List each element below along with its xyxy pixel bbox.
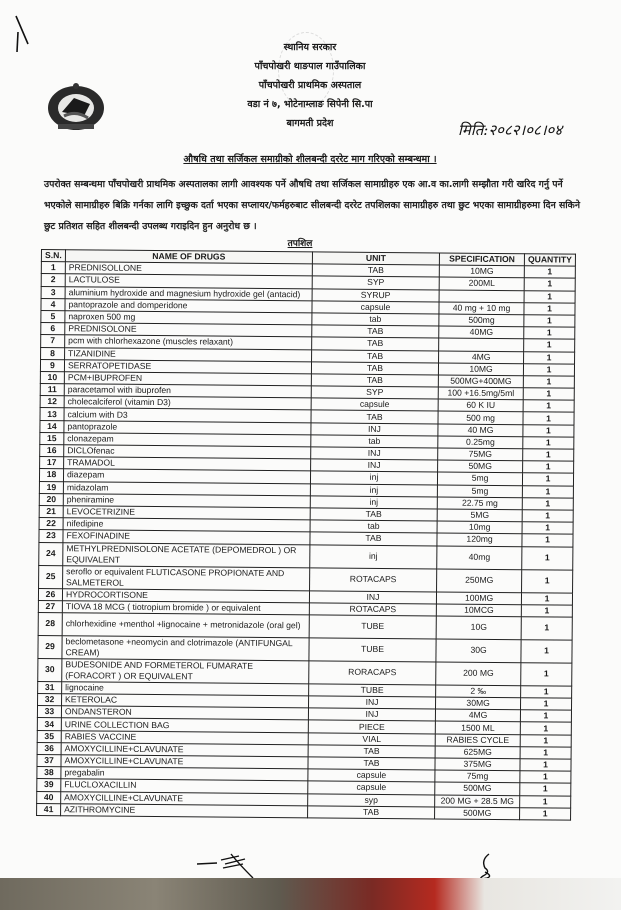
row-specification: 200 MG + 28.5 MG <box>435 795 520 808</box>
row-drug-name: AZITHROMYCINE <box>61 803 308 817</box>
row-drug-name: cholecalciferol (vitamin D3) <box>64 396 311 410</box>
row-drug-name: TIOVA 18 MCG ( tiotropium bromide ) or equivalent <box>62 600 309 614</box>
row-quantity: 1 <box>523 412 574 425</box>
row-drug-name: nifedipine <box>63 518 310 532</box>
row-sn: 39 <box>37 779 61 791</box>
handwritten-mark-icon <box>14 14 32 54</box>
row-unit: TUBE <box>309 638 437 662</box>
row-unit: INJ <box>308 708 435 721</box>
row-drug-name: TRAMADOL <box>64 457 311 471</box>
row-sn: 38 <box>37 767 61 779</box>
body-paragraph: उपरोक्त सम्बन्धमा पाँचपोखरी प्राथमिक अस्पतालका लागी आवश्यक पर्ने औषधि तथा सर्जिकल सामाग्रीहरु एक आ.व का.लागी सम्झौता गरी खरिद गर्नु पर्ने भएकोले सामाग्रीहरु बिक्रि गर्नका लागि इच्छुक दर्ता भएका सप्लायर/फर्महरुबाट सीलबन्दी दररेट तपशिलका सामाग्रीहरु तथा छुट भएका सामाग्रीहरुमा दिन सकिने छुट प्रतिशत सहित शीलबन्दी उपलब्ध गराइदिन हुन अनुरोध छ । <box>44 179 580 232</box>
row-specification: 4MG <box>439 350 524 363</box>
row-unit: capsule <box>311 398 438 411</box>
row-sn: 6 <box>41 323 65 335</box>
row-specification: 50MG <box>438 460 523 473</box>
row-sn: 4 <box>41 298 65 310</box>
row-specification: 500MG <box>435 782 520 795</box>
row-drug-name: clonazepam <box>64 433 311 447</box>
row-sn: 30 <box>38 658 62 681</box>
row-specification: 40mg <box>437 545 522 569</box>
row-quantity: 1 <box>521 604 572 617</box>
header-sn: S.N. <box>41 250 65 262</box>
row-drug-name: URINE COLLECTION BAG <box>61 718 308 732</box>
row-unit: RORACAPS <box>309 661 437 685</box>
row-quantity: 1 <box>523 449 574 462</box>
row-drug-name: beclometasone +neomycin and clotrimazole (ANTIFUNGAL CREAM) <box>62 636 309 661</box>
row-unit: syp <box>307 793 434 806</box>
row-specification: 10MG <box>439 363 524 376</box>
row-drug-name: chlorhexidine +menthol +lignocaine + metronidazole (oral gel) <box>62 613 309 638</box>
row-drug-name: naproxen 500 mg <box>65 311 312 325</box>
row-quantity: 1 <box>523 461 574 474</box>
row-sn: 19 <box>39 481 63 493</box>
row-quantity: 1 <box>524 266 575 279</box>
row-drug-name: LACTULOSE <box>65 274 312 288</box>
row-specification: 75mg <box>435 770 520 783</box>
signature-left-icon <box>195 850 265 880</box>
row-drug-name: PCM+IBUPROFEN <box>64 372 311 386</box>
row-specification: 10mg <box>437 521 522 534</box>
row-sn: 26 <box>38 588 62 600</box>
row-sn: 34 <box>37 718 61 730</box>
row-quantity: 1 <box>520 807 571 820</box>
row-sn: 5 <box>41 310 65 322</box>
row-unit: inj <box>310 483 437 496</box>
row-sn: 20 <box>39 493 63 505</box>
row-drug-name: diazepam <box>63 469 310 483</box>
row-sn: 14 <box>40 420 64 432</box>
schedule-label: तपशिल <box>287 239 313 249</box>
row-unit: PIECE <box>308 720 435 733</box>
row-specification: 200ML <box>439 277 524 290</box>
row-drug-name: PREDNISOLLONE <box>65 262 312 276</box>
background-surface <box>0 878 621 910</box>
row-drug-name: RABIES VACCINE <box>61 730 308 744</box>
row-specification: 500MG <box>435 807 520 820</box>
row-quantity: 1 <box>523 388 574 401</box>
header-quantity: QUANTITY <box>524 254 575 267</box>
row-drug-name: DICLOfenac <box>64 445 311 459</box>
row-sn: 41 <box>37 803 61 815</box>
row-sn: 23 <box>39 530 63 542</box>
row-sn: 7 <box>41 335 65 347</box>
row-drug-name: paracetamol with ibuprofen <box>64 384 311 398</box>
row-sn: 18 <box>39 469 63 481</box>
row-specification: 250MG <box>437 568 522 592</box>
row-sn: 29 <box>38 635 62 658</box>
row-sn: 11 <box>40 384 64 396</box>
government-emblem-icon <box>44 80 108 132</box>
row-sn: 35 <box>37 730 61 742</box>
subject-line: औषधि तथा सर्जिकल समाग्रीको शीलबन्दी दररेट माग गरिएको सम्बन्धमा । <box>183 154 437 165</box>
row-unit: capsule <box>308 769 435 782</box>
row-unit: INJ <box>311 422 438 435</box>
row-unit: inj <box>310 471 437 484</box>
row-specification: 2 ‰ <box>436 685 521 698</box>
row-specification: 10G <box>436 616 521 640</box>
row-unit: INJ <box>309 590 436 603</box>
row-sn: 31 <box>38 681 62 693</box>
row-specification: 10MCG <box>436 604 521 617</box>
row-quantity: 1 <box>524 290 575 303</box>
row-specification: 100MG <box>437 591 522 604</box>
row-quantity: 1 <box>523 376 574 389</box>
row-sn: 36 <box>37 742 61 754</box>
row-quantity: 1 <box>522 569 573 592</box>
row-specification: 0.25mg <box>438 436 523 449</box>
row-quantity: 1 <box>520 710 571 723</box>
row-unit: VIAL <box>308 732 435 745</box>
row-specification: 22.75 mg <box>437 497 522 510</box>
row-specification: 30G <box>436 639 521 663</box>
row-quantity: 1 <box>521 617 572 640</box>
row-sn: 33 <box>37 706 61 718</box>
row-unit: SYP <box>311 386 438 399</box>
row-unit: TAB <box>312 264 439 277</box>
row-quantity: 1 <box>520 771 571 784</box>
row-sn: 37 <box>37 754 61 766</box>
row-unit: inj <box>310 544 438 568</box>
row-unit: TAB <box>311 410 438 423</box>
row-quantity: 1 <box>522 485 573 498</box>
row-unit: TAB <box>311 362 438 375</box>
row-specification: 5mg <box>438 485 523 498</box>
row-drug-name: pantoprazole <box>64 420 311 434</box>
row-drug-name: FLUCLOXACILLIN <box>61 779 308 793</box>
row-sn: 21 <box>39 505 63 517</box>
row-drug-name: BUDESONIDE AND FORMETEROL FUMARATE (FORACORT ) OR EQUIVALENT <box>62 659 309 684</box>
row-drug-name: LEVOCETRIZINE <box>63 506 310 520</box>
row-drug-name: aluminium hydroxide and magnesium hydroxide gel (antacid) <box>65 286 312 300</box>
row-specification: 375MG <box>435 758 520 771</box>
row-drug-name: seroflo or equivalent FLUTICASONE PROPIONATE AND SALMETEROL <box>63 565 310 590</box>
row-unit: TAB <box>308 745 435 758</box>
row-drug-name: HYDROCORTISONE <box>62 588 309 602</box>
row-unit: TAB <box>308 757 435 770</box>
row-quantity: 1 <box>521 698 572 711</box>
header-line-1: स्थानिय सरकार <box>283 42 337 53</box>
row-quantity: 1 <box>522 473 573 486</box>
row-sn: 15 <box>40 432 64 444</box>
row-drug-name: FEXOFINADINE <box>63 530 310 544</box>
row-sn: 17 <box>40 457 64 469</box>
row-sn: 1 <box>41 262 65 274</box>
table-body <box>37 262 576 820</box>
row-quantity: 1 <box>521 640 572 663</box>
row-drug-name: SERRATOPETIDASE <box>64 359 311 373</box>
row-quantity: 1 <box>524 315 575 328</box>
row-quantity: 1 <box>523 400 574 413</box>
row-quantity: 1 <box>522 534 573 547</box>
row-drug-name: pheniramine <box>63 493 310 507</box>
row-unit: INJ <box>308 696 435 709</box>
row-unit: TAB <box>311 337 438 350</box>
row-unit: TAB <box>310 508 437 521</box>
row-quantity: 1 <box>520 783 571 796</box>
row-unit: TUBE <box>309 615 437 639</box>
row-unit: ROTACAPS <box>309 603 436 616</box>
handwritten-date: मिति:२०८२।०८।०४ <box>458 121 563 139</box>
row-quantity: 1 <box>520 747 571 760</box>
row-quantity: 1 <box>521 663 572 686</box>
row-quantity: 1 <box>523 424 574 437</box>
row-sn: 3 <box>41 286 65 298</box>
row-drug-name: AMOXYCILLINE+CLAVUNATE <box>61 755 308 769</box>
row-specification: 200 MG <box>436 662 521 686</box>
row-specification: 60 K IU <box>438 399 523 412</box>
row-unit: tab <box>311 435 438 448</box>
row-quantity: 1 <box>520 734 571 747</box>
row-sn: 22 <box>39 518 63 530</box>
row-specification: 500MG+400MG <box>438 375 523 388</box>
header-line-2: पाँचपोखरी थाङपाल गाउँपालिका <box>254 61 366 72</box>
row-quantity: 1 <box>520 722 571 735</box>
row-quantity: 1 <box>521 686 572 699</box>
row-quantity: 1 <box>521 592 572 605</box>
row-specification <box>439 290 524 303</box>
row-quantity: 1 <box>524 278 575 291</box>
row-quantity: 1 <box>523 437 574 450</box>
row-unit: SYRUP <box>312 288 439 301</box>
row-unit: INJ <box>310 459 437 472</box>
row-unit: TAB <box>311 349 438 362</box>
row-sn: 13 <box>40 408 64 420</box>
row-quantity: 1 <box>522 497 573 510</box>
row-quantity: 1 <box>524 302 575 315</box>
row-drug-name: calcium with D3 <box>64 408 311 422</box>
row-specification <box>439 338 524 351</box>
row-quantity: 1 <box>522 522 573 535</box>
row-quantity: 1 <box>524 351 575 364</box>
row-specification: 500 mg <box>438 411 523 424</box>
row-sn: 40 <box>37 791 61 803</box>
row-sn: 32 <box>38 694 62 706</box>
row-sn: 2 <box>41 274 65 286</box>
row-specification: 120mg <box>437 533 522 546</box>
row-specification: 100 +16.5mg/5ml <box>438 387 523 400</box>
row-drug-name: pcm with chlorhexazone (muscles relaxant) <box>65 335 312 349</box>
row-quantity: 1 <box>522 510 573 523</box>
row-specification: 40 mg + 10 mg <box>439 302 524 315</box>
row-sn: 16 <box>40 444 64 456</box>
row-specification: 5MG <box>437 509 522 522</box>
row-quantity: 1 <box>523 363 574 376</box>
row-unit: TAB <box>311 374 438 387</box>
row-sn: 27 <box>38 600 62 612</box>
row-sn: 24 <box>39 542 63 565</box>
row-drug-name: pregabalin <box>61 767 308 781</box>
letterhead <box>150 38 470 133</box>
row-unit: capsule <box>312 301 439 314</box>
row-sn: 28 <box>38 612 62 635</box>
row-unit: capsule <box>308 781 435 794</box>
row-drug-name: AMOXYCILLINE+CLAVUNATE <box>61 791 308 805</box>
header-specification: SPECIFICATION <box>440 253 525 266</box>
row-drug-name: KETEROLAC <box>61 694 308 708</box>
header-line-5: बागमती प्रदेश <box>286 118 334 129</box>
row-specification: 10MG <box>439 265 524 278</box>
row-drug-name: lignocaine <box>62 682 309 696</box>
header-unit: UNIT <box>312 252 439 265</box>
row-unit: tab <box>312 313 439 326</box>
row-drug-name: midazolam <box>63 481 310 495</box>
header-line-3: पाँचपोखरी प्राथमिक अस्पताल <box>258 80 362 91</box>
row-specification: RABIES CYCLE <box>435 734 520 747</box>
row-sn: 10 <box>40 371 64 383</box>
row-specification: 1500 ML <box>435 721 520 734</box>
row-drug-name: AMOXYCILLINE+CLAVUNATE <box>61 743 308 757</box>
row-quantity: 1 <box>524 339 575 352</box>
row-unit: TAB <box>312 325 439 338</box>
row-quantity: 1 <box>524 327 575 340</box>
row-quantity: 1 <box>520 795 571 808</box>
row-unit: tab <box>310 520 437 533</box>
header-name: NAME OF DRUGS <box>65 250 312 264</box>
row-sn: 12 <box>40 396 64 408</box>
row-drug-name: PREDNISOLONE <box>65 323 312 337</box>
row-quantity: 1 <box>520 759 571 772</box>
row-sn: 8 <box>41 347 65 359</box>
row-specification: 75MG <box>438 448 523 461</box>
row-drug-name: TIZANIDINE <box>65 347 312 361</box>
row-drug-name: METHYLPREDNISOLONE ACETATE (DEPOMEDROL ) OR EQUIVALENT <box>63 542 310 567</box>
row-unit: inj <box>310 496 437 509</box>
row-specification: 4MG <box>436 709 521 722</box>
row-specification: 500mg <box>439 314 524 327</box>
row-sn: 25 <box>39 565 63 588</box>
row-unit: INJ <box>311 447 438 460</box>
row-unit: SYP <box>312 276 439 289</box>
row-quantity: 1 <box>522 546 573 569</box>
row-unit: TAB <box>307 806 434 819</box>
drugs-table <box>36 249 576 821</box>
row-specification: 5mg <box>438 472 523 485</box>
header-line-4: वडा नं ७, भोटेनाम्लाङ सिपेनी सि.पा <box>247 99 373 110</box>
row-drug-name: pantoprazole and domperidone <box>65 298 312 312</box>
row-specification: 30MG <box>436 697 521 710</box>
row-unit: TUBE <box>308 684 435 697</box>
row-specification: 40MG <box>439 326 524 339</box>
row-unit: TAB <box>310 532 437 545</box>
row-sn: 9 <box>40 359 64 371</box>
row-specification: 40 MG <box>438 424 523 437</box>
row-unit: ROTACAPS <box>309 567 437 591</box>
row-drug-name: ONDANSTERON <box>61 706 308 720</box>
row-specification: 625MG <box>435 746 520 759</box>
